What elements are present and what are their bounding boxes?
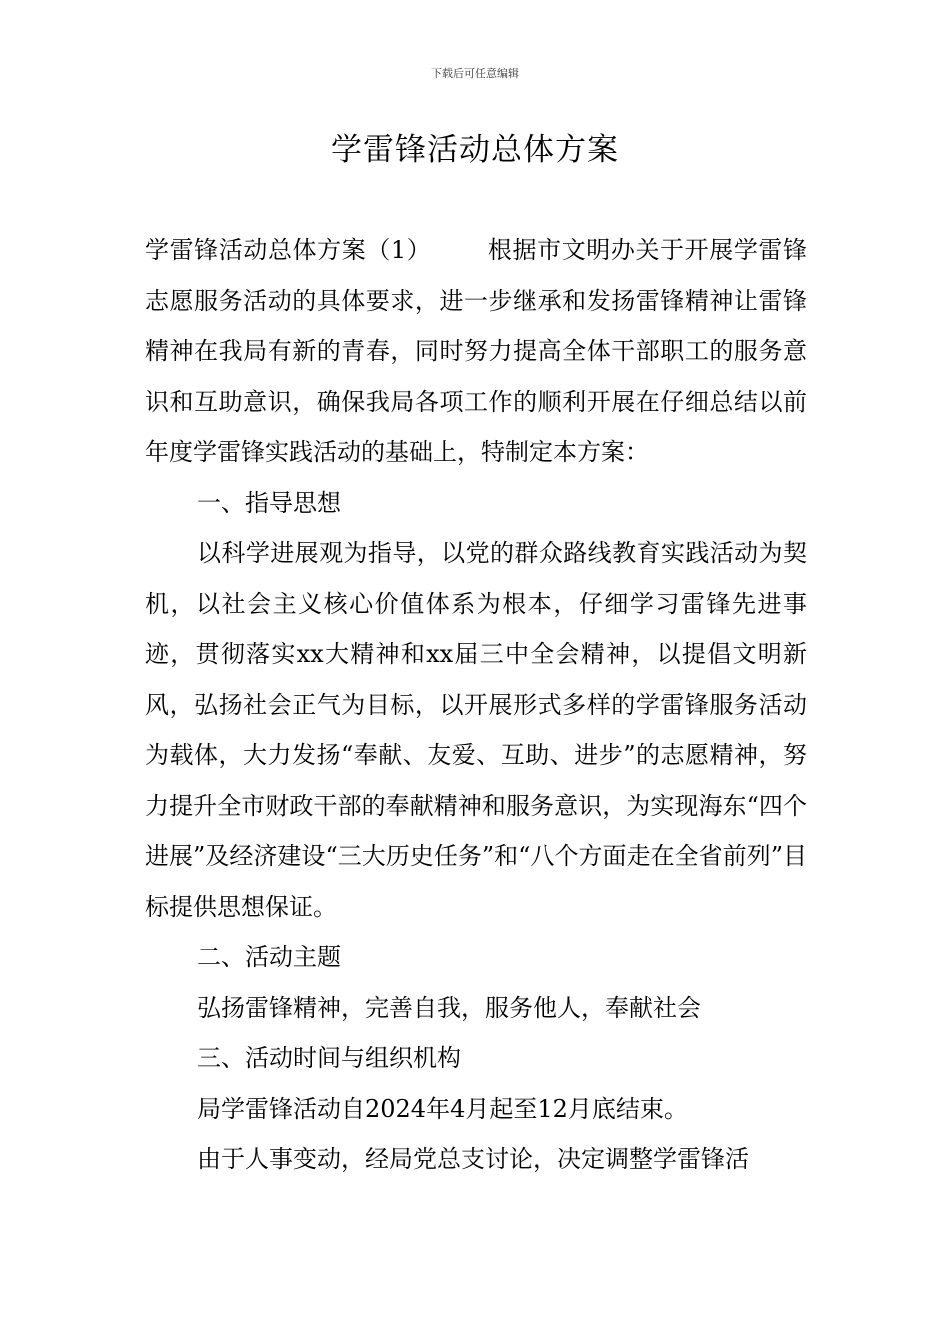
header-note: 下载后可任意编辑 [431, 67, 519, 80]
section-2-paragraph: 弘扬雷锋精神，完善自我，服务他人，奉献社会 [197, 993, 701, 1022]
intro-text: 根据市文明办关于开展学雷锋志愿服务活动的具体要求，进一步继承和发扬雷锋精神让雷锋精神在我局有新的青春，同时努力提高全体干部职工的服务意识和互助意识，确保我局各项工作的顺利开展在仔细总结以前年度学雷锋实践活动的基础上，特制定本方案： [145, 236, 807, 466]
section-3-paragraph-2: 由于人事变动，经局党总支讨论，决定调整学雷锋活 [197, 1145, 749, 1173]
document-title: 学雷锋活动总体方案 [331, 132, 619, 168]
section-heading-2: 二、活动主题 [197, 943, 341, 971]
document-body [145, 225, 807, 1185]
intro-lead: 学雷锋活动总体方案（1） [145, 236, 432, 264]
section-heading-3: 三、活动时间与组织机构 [197, 1044, 461, 1072]
section-1-paragraph: 以科学进展观为指导，以党的群众路线教育实践活动为契机，以社会主义核心价值体系为根本，仔细学习雷锋先进事迹，贯彻落实xx大精神和xx届三中全会精神，以提倡文明新风，弘扬社会正气为目标，以开展形式多样的学雷锋服务活动为载体，大力发扬“奉献、友爱、互助、进步”的志愿精神，努力提升全市财政干部的奉献精神和服务意识，为实现海东“四个进展”及经济建设“三大历史任务”和“八个方面走在全省前列”目标提供思想保证。 [145, 539, 807, 921]
intro-paragraph [145, 225, 807, 478]
section-heading-1: 一、指导思想 [197, 488, 341, 517]
section-3-paragraph-1: 局学雷锋活动自2024年4月起至12月底结束。 [197, 1094, 688, 1123]
